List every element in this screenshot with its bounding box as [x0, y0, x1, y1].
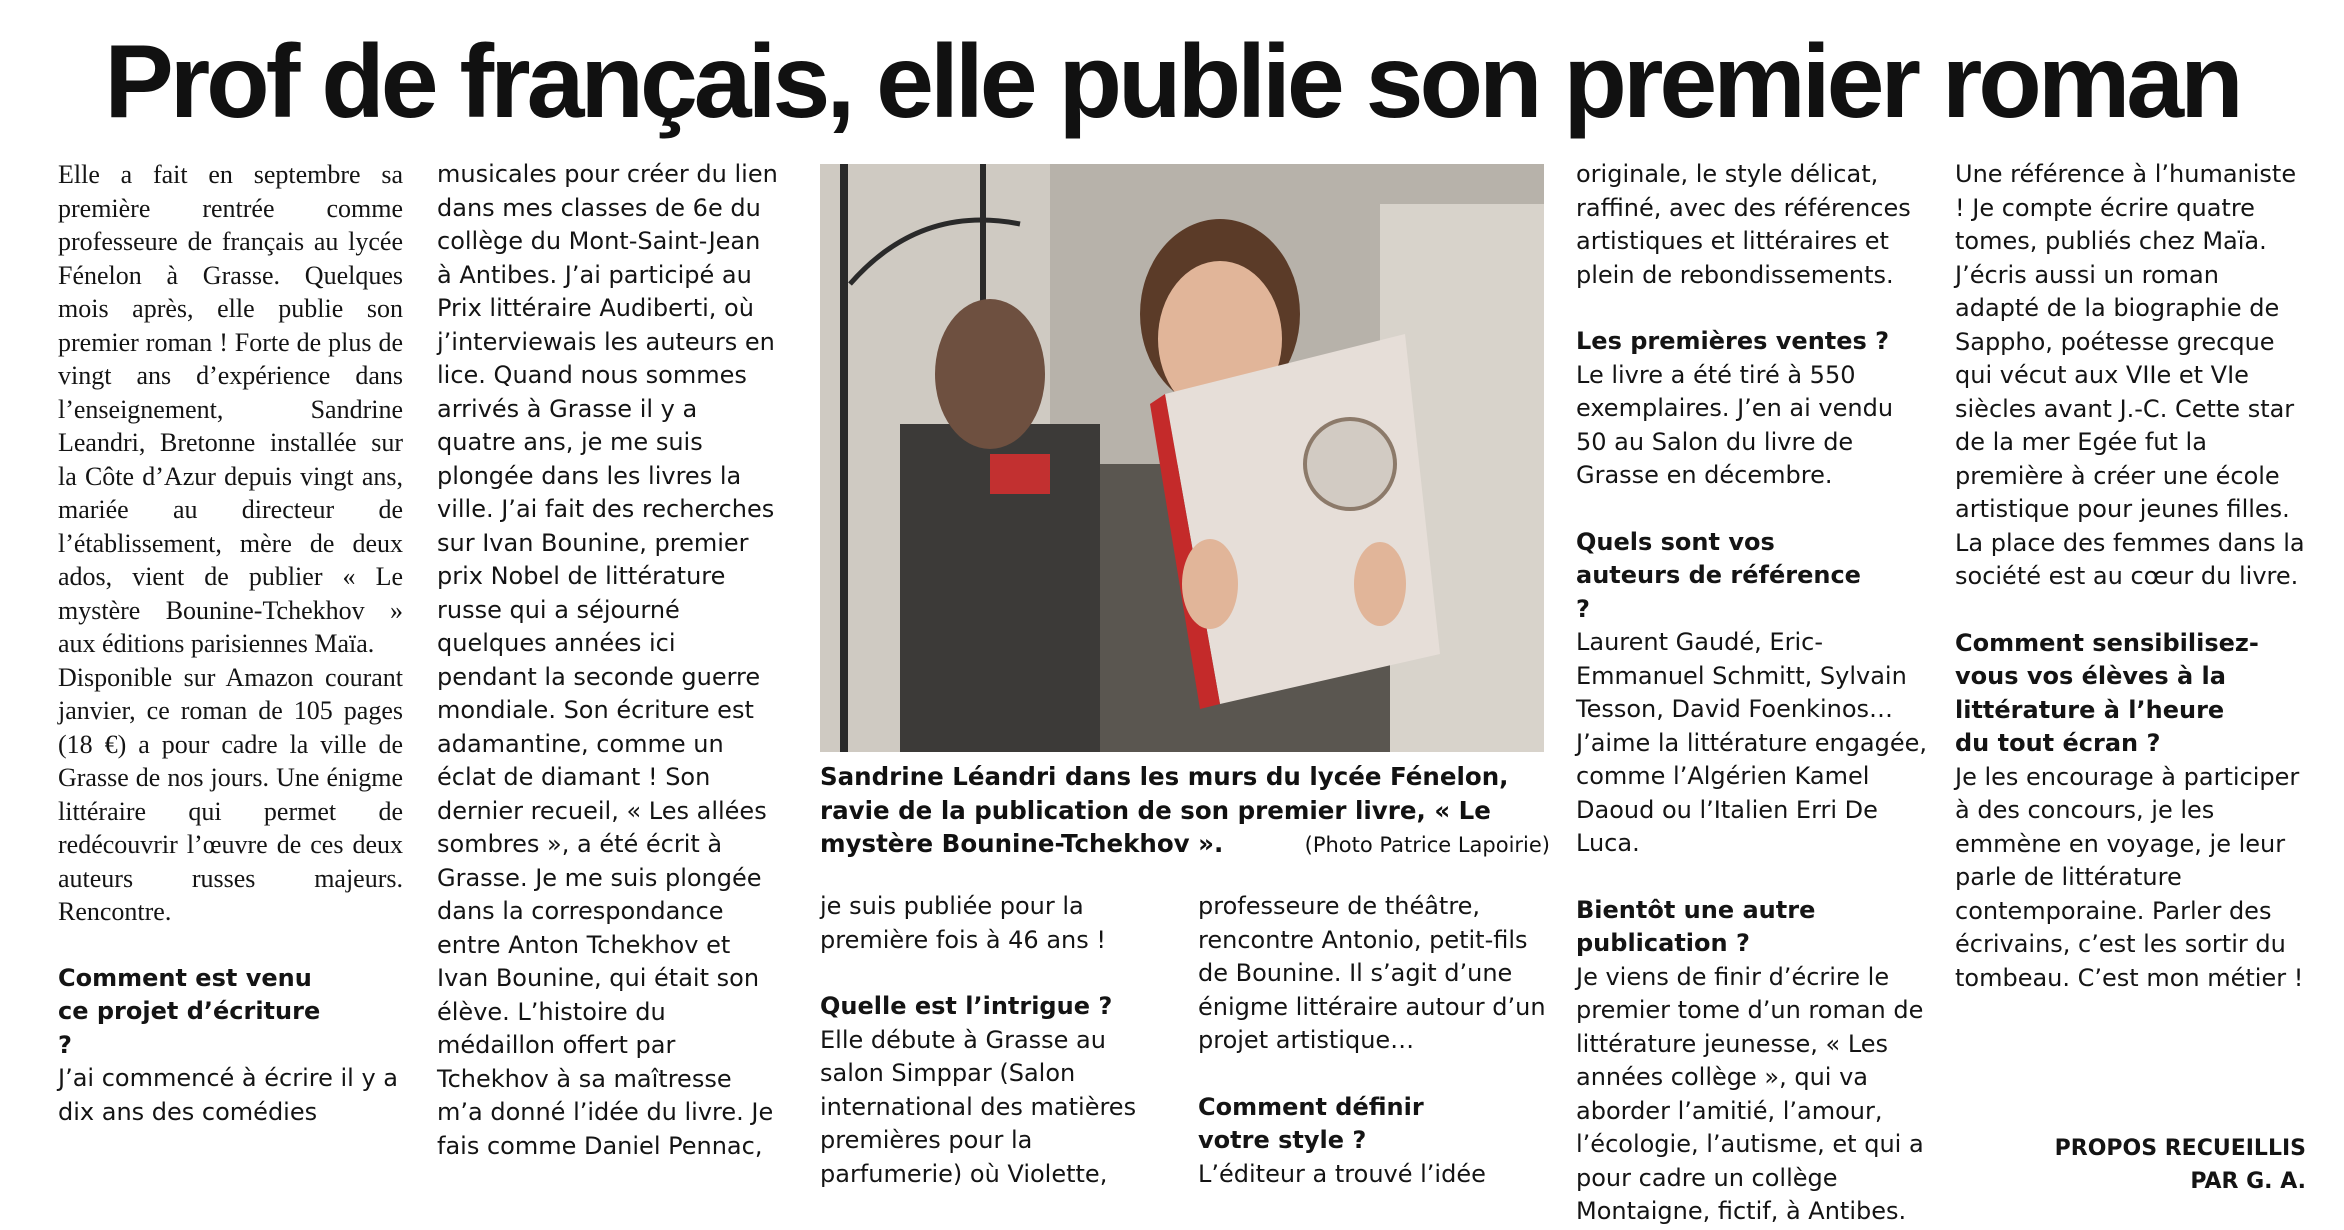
- question-style: Comment définir votre style ?: [1198, 1092, 1424, 1154]
- column-6-text-1: Une référence à l’humaniste ! Je compte écrire quatre tomes, publiés chez Maïa. J’écris aussi un roman adapté de la biographie de Sappho, poétesse grecque qui vécut aux VIIe et VIe siècles avant J.-C. Cette star de la mer Egée fut la première à créer une école artistique pour jeunes filles. La place des femmes dans la société est au cœur du livre.: [1955, 160, 2305, 590]
- intro-paragraph-2: Disponible sur Amazon courant janvier, ce roman de 105 pages (18 €) a pour cadre la ville de Grasse de nos jours. Une énigme littéraire qui permet de redécouvrir l’œuvre de ces deux auteurs russes majeurs. Rencontre.: [58, 662, 403, 926]
- answer-sensibiliser: Je les encourage à participer à des concours, je les emmène en voyage, je leur parle de littérature contemporaine. Parler des écrivains, c’est les sortir du tombeau. C’est mon métier !: [1955, 762, 2304, 992]
- column-4-text-1: professeure de théâtre, rencontre Antonio, petit-fils de Bounine. Il s’agit d’une énigme littéraire autour d’un projet artistique…: [1198, 892, 1546, 1054]
- photo-illustration: [820, 164, 1544, 752]
- intro-paragraph: Elle a fait en septembre sa première rentrée comme professeure de français au lycée Fénelon à Grasse. Quelques mois après, elle publie son premier roman ! Forte de plus de vingt ans d’expérience dans l’enseignement, Sandrine Leandri, Bretonne installée sur la Côte d’Azur depuis vingt ans, mariée au directeur de l’établissement, mère de deux ados, vient de publier « Le mystère Bounine-Tchekhov » aux éditions parisiennes Maïa.: [58, 160, 403, 658]
- headline: Prof de français, elle publie son premier roman: [104, 24, 2240, 140]
- column-4-text-2: L’éditeur a trouvé l’idée: [1198, 1159, 1486, 1188]
- photo-credit: (Photo Patrice Lapoirie): [1304, 833, 1550, 857]
- article-column-3: [820, 890, 1165, 1191]
- photo-caption: [820, 760, 1550, 863]
- question-publication: Bientôt une autre publication ?: [1576, 895, 1816, 957]
- answer-ventes: Le livre a été tiré à 550 exemplaires. J’en ai vendu 50 au Salon du livre de Grasse en décembre.: [1576, 360, 1894, 489]
- question-ventes: Les premières ventes ?: [1576, 327, 1890, 355]
- byline-line-2: PAR G. A.: [2190, 1169, 2306, 1194]
- question-1: Comment est venu ce projet d’écriture ?: [58, 963, 321, 1059]
- answer-auteurs: Laurent Gaudé, Eric-Emmanuel Schmitt, Sylvain Tesson, David Foenkinos… J’aime la littérature engagée, comme l’Algérien Kamel Daoud ou l’Italien Erri De Luca.: [1576, 628, 1928, 857]
- article-column-1: [58, 158, 403, 1129]
- answer-publication: Je viens de finir d’écrire le premier tome d’un roman de littérature jeunesse, « Les années collège », qui va aborder l’amitié, l’amour, l’écologie, l’autisme, et qui a pour cadre un collège Montaigne, fictif, à Antibes.: [1576, 962, 1924, 1225]
- answer-1: J’ai commencé à écrire il y a dix ans des comédies: [58, 1064, 398, 1126]
- article-column-6: [1955, 158, 2305, 995]
- column-3-text-2: Elle débute à Grasse au salon Simppar (Salon international des matières premières pour la parfumerie) où Violette,: [820, 1025, 1137, 1188]
- byline-line-1: PROPOS RECUEILLIS: [2054, 1136, 2306, 1161]
- article-column-5: [1576, 158, 1928, 1229]
- byline: [2055, 1132, 2306, 1198]
- article-column-4: [1198, 890, 1548, 1191]
- article-photo: [820, 164, 1544, 752]
- question-auteurs: Quels sont vos auteurs de référence ?: [1576, 527, 1861, 623]
- article-column-2: [437, 158, 782, 1163]
- caption-text: Sandrine Léandri dans les murs du lycée Fénelon, ravie de la publication de son premier livre, « Le mystère Bounine-Tchekhov ».: [820, 762, 1509, 858]
- question-intrigue: Quelle est l’intrigue ?: [820, 992, 1113, 1020]
- column-2-text: musicales pour créer du lien dans mes classes de 6e du collège du Mont-Saint-Jean à Antibes. J’ai participé au Prix littéraire Audiberti, où j’interviewais les auteurs en lice. Quand nous sommes arrivés à Grasse il y a quatre ans, je me suis plongée dans les livres la ville. J’ai fait des recherches sur Ivan Bounine, premier prix Nobel de littérature russe qui a séjourné quelques années ici pendant la seconde guerre mondiale. Son écriture est adamantine, comme un éclat de diamant ! Son dernier recueil, « Les allées sombres », a été écrit à Grasse. Je me suis plongée dans la correspondance entre Anton Tchekhov et Ivan Bounine, qui était son élève. L’histoire du médaillon offert par Tchekhov à sa maîtresse m’a donné l’idée du livre. Je fais comme Daniel Pennac,: [437, 160, 778, 1160]
- column-5-text-1: originale, le style délicat, raffiné, avec des références artistiques et littéraires et plein de rebondissements.: [1576, 160, 1911, 289]
- question-sensibiliser: Comment sensibilisez-vous vos élèves à la littérature à l’heure du tout écran ?: [1955, 628, 2259, 757]
- column-3-text-1: je suis publiée pour la première fois à 46 ans !: [820, 892, 1106, 954]
